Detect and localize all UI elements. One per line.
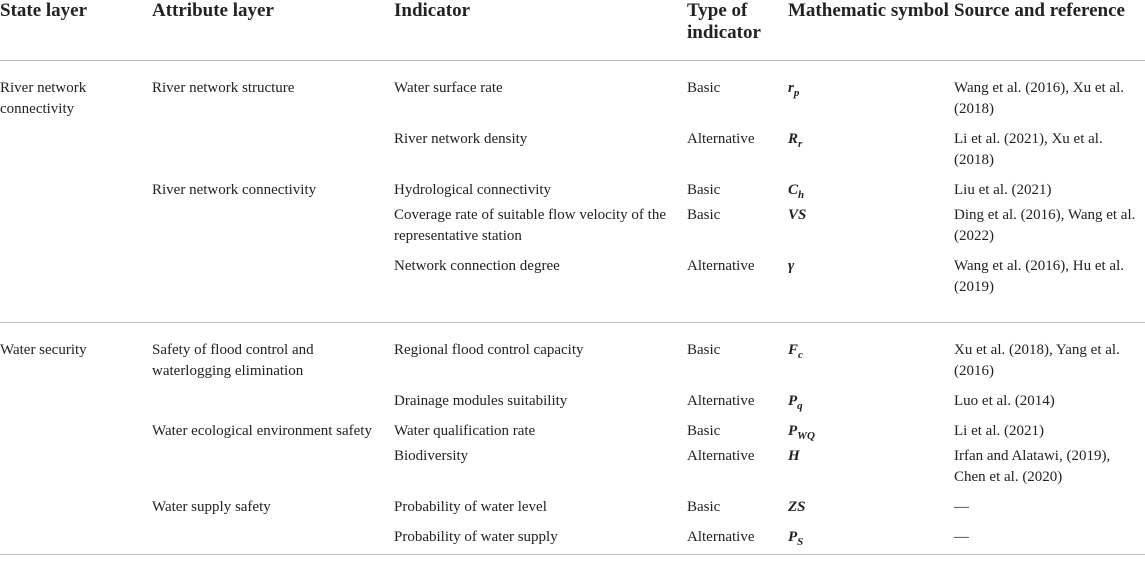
cell-indicator: Drainage modules suitability [394, 393, 568, 409]
cell-type: Basic [687, 182, 721, 198]
cell-source: — [954, 518, 1145, 555]
table-row [0, 171, 1145, 201]
cell-source: Wang et al. (2016), Xu et al. (2018) [954, 80, 1124, 117]
cell-indicator: Probability of water supply [394, 518, 687, 555]
symbol-main: C [788, 182, 799, 198]
cell-type: Alternative [687, 247, 788, 323]
cell-type: Alternative [687, 131, 755, 147]
cell-symbol [788, 171, 954, 201]
cell-state-layer [0, 442, 152, 488]
table-row [0, 120, 1145, 171]
cell-type: Alternative [687, 518, 788, 555]
cell-state-layer: Water security [0, 342, 87, 358]
cell-state-layer [0, 201, 152, 247]
cell-symbol [788, 120, 954, 171]
cell-attribute-layer: Safety of flood control and waterlogging elimination [152, 342, 314, 379]
cell-source: Wang et al. (2016), Hu et al. (2019) [954, 247, 1145, 323]
cell-state-layer [0, 247, 152, 323]
cell-indicator: Hydrological connectivity [394, 182, 552, 198]
table-row [0, 201, 1145, 247]
cell-attribute-layer [152, 120, 394, 171]
cell-source: Liu et al. (2021) [954, 182, 1052, 198]
cell-symbol [788, 442, 954, 488]
cell-attribute-layer [152, 382, 394, 412]
table-row [0, 412, 1145, 442]
cell-type: Basic [687, 80, 721, 96]
table-row [0, 61, 1145, 121]
table-row [0, 518, 1145, 555]
cell-symbol [788, 323, 954, 383]
symbol-subscript: r [798, 138, 803, 150]
cell-source: Ding et al. (2016), Wang et al. (2022) [954, 207, 1136, 244]
symbol-subscript: c [798, 349, 803, 361]
header-mathematic-symbol: Mathematic symbol [788, 0, 954, 61]
cell-state-layer [0, 171, 152, 201]
cell-type: Basic [687, 342, 721, 358]
table-row [0, 323, 1145, 383]
symbol-subscript: q [797, 400, 803, 412]
cell-state-layer [0, 488, 152, 518]
cell-indicator: Biodiversity [394, 448, 469, 464]
cell-indicator: Regional flood control capacity [394, 342, 584, 358]
cell-symbol [788, 382, 954, 412]
cell-attribute-layer: River network structure [152, 80, 295, 96]
table-row [0, 488, 1145, 518]
cell-source: Luo et al. (2014) [954, 393, 1055, 409]
cell-attribute-layer: Water ecological environment safety [152, 423, 372, 439]
cell-state-layer: River network connectivity [0, 80, 87, 117]
cell-type: Alternative [687, 448, 755, 464]
cell-type: Basic [687, 499, 721, 515]
header-attribute-layer: Attribute layer [152, 0, 394, 61]
symbol-main: R [788, 131, 799, 147]
symbol-subscript: h [798, 189, 805, 201]
table-header-row [0, 0, 1145, 61]
cell-source: Xu et al. (2018), Yang et al. (2016) [954, 342, 1120, 379]
header-indicator: Indicator [394, 0, 687, 61]
table-row [0, 382, 1145, 412]
cell-indicator: Coverage rate of suitable flow velocity of the representative station [394, 207, 666, 244]
cell-attribute-layer [152, 518, 394, 555]
cell-type: Basic [687, 207, 721, 223]
cell-state-layer [0, 412, 152, 442]
cell-symbol [788, 61, 954, 121]
cell-state-layer [0, 518, 152, 555]
cell-symbol [788, 201, 954, 247]
cell-symbol [788, 518, 954, 555]
symbol-main: H [788, 448, 800, 464]
header-state-layer: State layer [0, 0, 152, 61]
cell-indicator: Water surface rate [394, 80, 503, 96]
table-row [0, 442, 1145, 488]
symbol-main: r [788, 80, 794, 96]
symbol-main: P [788, 423, 798, 439]
symbol-main: ZS [788, 499, 806, 515]
table-row [0, 247, 1145, 323]
cell-attribute-layer: Water supply safety [152, 499, 271, 515]
cell-attribute-layer [152, 247, 394, 323]
cell-source: Li et al. (2021) [954, 423, 1044, 439]
cell-indicator: Network connection degree [394, 247, 687, 323]
cell-symbol [788, 247, 954, 323]
cell-attribute-layer: River network connectivity [152, 182, 317, 198]
cell-source: Li et al. (2021), Xu et al. (2018) [954, 131, 1103, 168]
symbol-main: γ [788, 258, 795, 274]
cell-type: Alternative [687, 393, 755, 409]
symbol-subscript: WQ [797, 430, 815, 442]
symbol-subscript: p [793, 87, 800, 99]
cell-attribute-layer [152, 442, 394, 488]
cell-attribute-layer [152, 201, 394, 247]
cell-source: Irfan and Alatawi, (2019), Chen et al. (2020) [954, 448, 1111, 485]
symbol-main: VS [788, 207, 807, 223]
symbol-main: F [788, 342, 799, 358]
cell-indicator: River network density [394, 131, 528, 147]
symbol-main: P [788, 529, 798, 545]
header-source-and-reference: Source and reference [954, 0, 1145, 61]
symbol-main: P [788, 393, 798, 409]
cell-state-layer [0, 120, 152, 171]
cell-state-layer [0, 382, 152, 412]
header-type-of-indicator: Type of indicator [687, 0, 788, 61]
cell-type: Basic [687, 423, 721, 439]
symbol-subscript: S [797, 536, 804, 548]
cell-source: — [954, 499, 969, 515]
cell-indicator: Probability of water level [394, 499, 547, 515]
cell-symbol [788, 412, 954, 442]
cell-indicator: Water qualification rate [394, 423, 536, 439]
cell-symbol [788, 488, 954, 518]
